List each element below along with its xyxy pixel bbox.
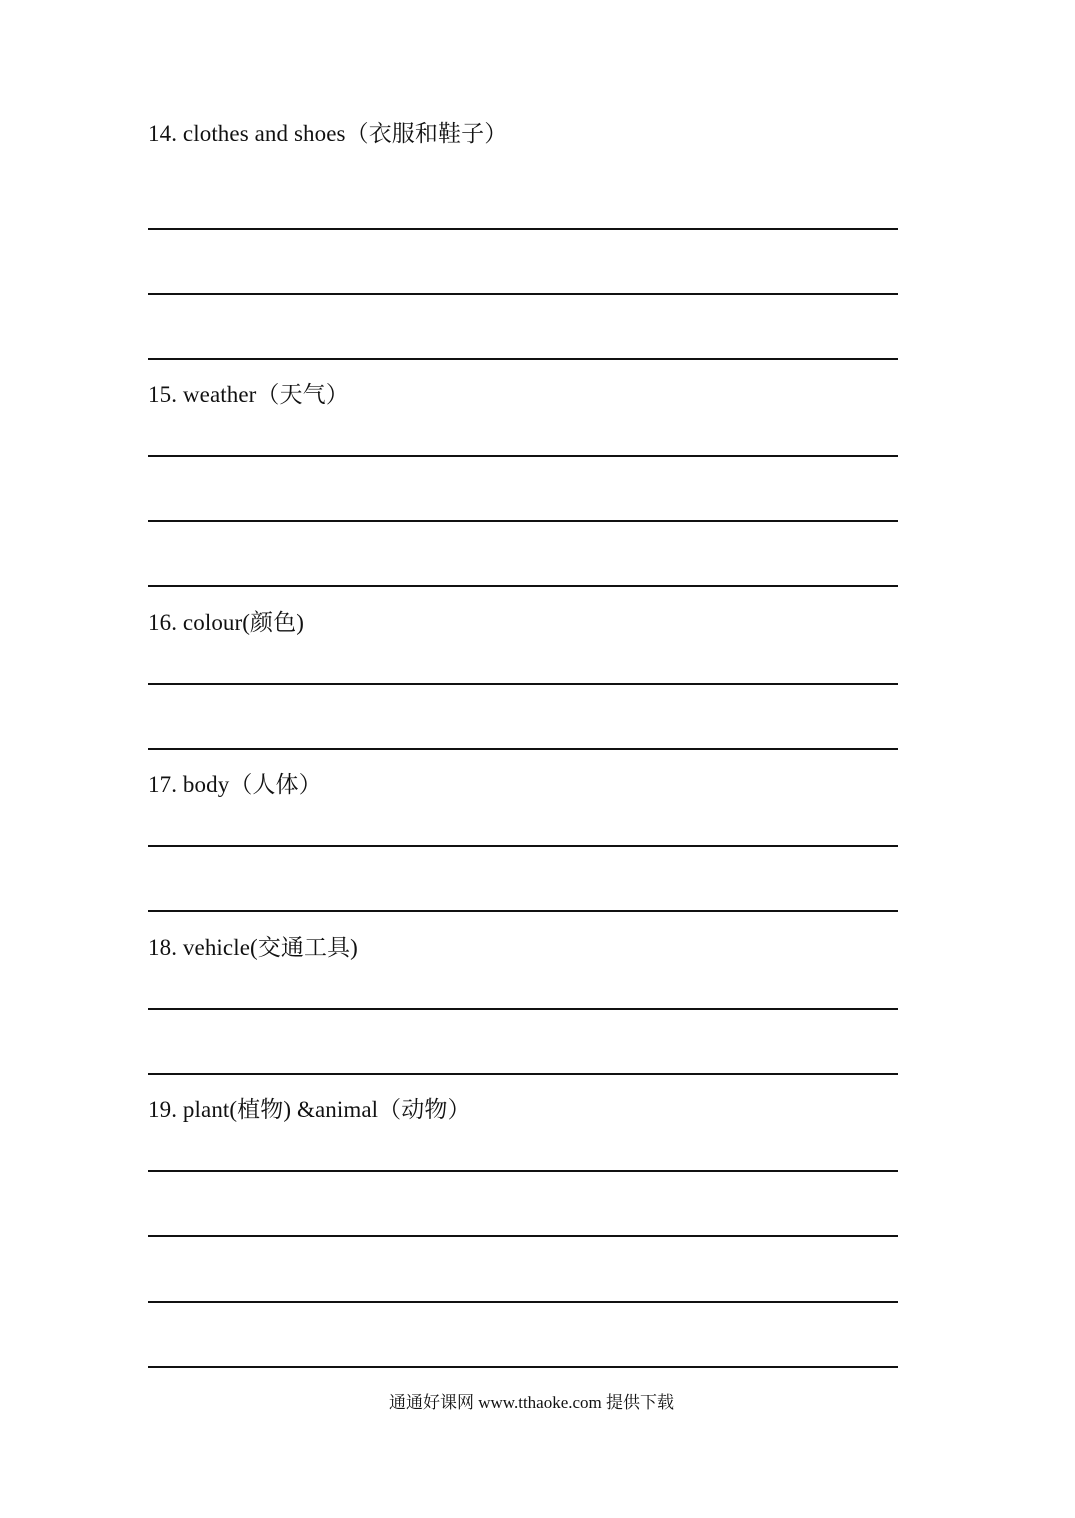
answer-line[interactable]	[148, 293, 898, 295]
answer-line[interactable]	[148, 358, 898, 360]
section-heading-17	[148, 771, 322, 799]
answer-line[interactable]	[148, 1301, 898, 1303]
section-heading-18	[148, 934, 358, 962]
section-number: 15.	[148, 382, 178, 407]
page-footer: 通通好课网 www.tthaoke.com 提供下载	[389, 1393, 675, 1412]
section-heading-14	[148, 120, 507, 148]
section-number: 18.	[148, 935, 178, 960]
answer-line[interactable]	[148, 585, 898, 587]
section-title: weather（天气）	[182, 382, 349, 407]
section-title: plant(植物) &animal（动物）	[182, 1097, 471, 1122]
answer-line[interactable]	[148, 683, 898, 685]
answer-line[interactable]	[148, 845, 898, 847]
answer-line[interactable]	[148, 1170, 898, 1172]
answer-line[interactable]	[148, 228, 898, 230]
section-title: colour(颜色)	[182, 610, 304, 635]
answer-line[interactable]	[148, 520, 898, 522]
section-number: 14.	[148, 121, 178, 146]
answer-line[interactable]	[148, 910, 898, 912]
answer-line[interactable]	[148, 748, 898, 750]
section-number: 17.	[148, 772, 178, 797]
section-heading-16	[148, 609, 304, 637]
answer-line[interactable]	[148, 455, 898, 457]
section-heading-15	[148, 381, 349, 409]
answer-line[interactable]	[148, 1235, 898, 1237]
section-number: 16.	[148, 610, 178, 635]
section-title: body（人体）	[182, 772, 322, 797]
section-number: 19.	[148, 1097, 178, 1122]
section-heading-19	[148, 1096, 471, 1124]
section-title: clothes and shoes（衣服和鞋子）	[182, 121, 508, 146]
answer-line[interactable]	[148, 1366, 898, 1368]
section-title: vehicle(交通工具)	[182, 935, 358, 960]
answer-line[interactable]	[148, 1073, 898, 1075]
answer-line[interactable]	[148, 1008, 898, 1010]
